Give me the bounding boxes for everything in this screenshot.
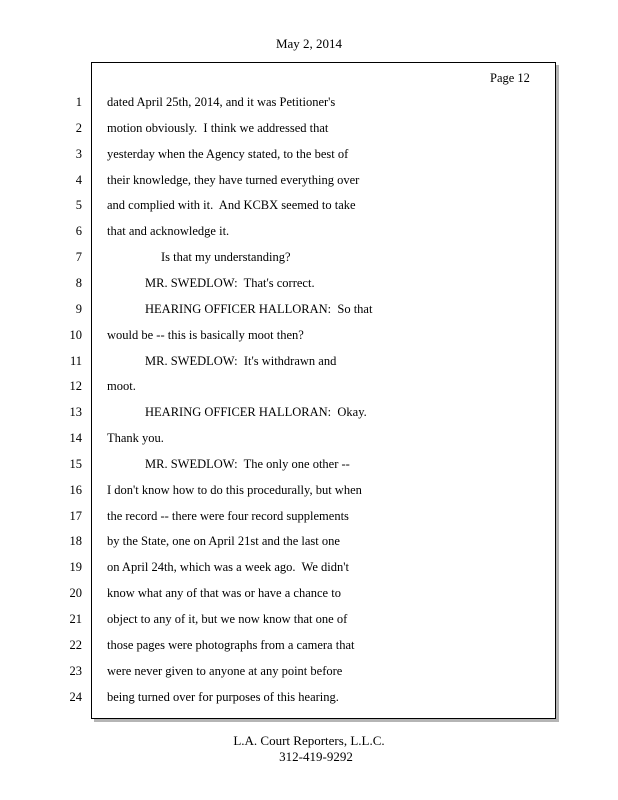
- line-number: 9: [75, 301, 82, 316]
- line-text: HEARING OFFICER HALLORAN: Okay.: [145, 405, 367, 420]
- line-text: MR. SWEDLOW: It's withdrawn and: [145, 353, 337, 368]
- line-text: those pages were photographs from a camera that: [107, 637, 355, 652]
- transcript-date: May 2, 2014: [275, 36, 343, 51]
- line-number: 23: [69, 663, 82, 678]
- page-number: Page 12: [490, 71, 530, 85]
- line-text: motion obviously. I think we addressed that: [107, 120, 329, 135]
- line-number: 11: [69, 353, 82, 368]
- line-number: 2: [75, 120, 82, 135]
- line-number: 3: [75, 146, 82, 161]
- line-number: 12: [69, 379, 82, 394]
- line-number: 24: [69, 689, 82, 704]
- line-number: 5: [75, 198, 82, 213]
- line-text: know what any of that was or have a chance to: [107, 586, 341, 601]
- line-number: 8: [75, 275, 82, 290]
- line-number: 18: [69, 534, 82, 549]
- line-number: 16: [69, 482, 82, 497]
- line-number: 21: [69, 612, 82, 626]
- line-text: MR. SWEDLOW: The only one other --: [145, 456, 350, 471]
- court-reporter-company: L.A. Court Reporters, L.L.C.: [233, 733, 385, 748]
- line-number: 6: [75, 224, 82, 239]
- line-number: 20: [69, 586, 82, 601]
- line-text: moot.: [107, 379, 136, 394]
- line-text: on April 24th, which was a week ago. We didn't: [107, 560, 349, 575]
- line-text: Is that my understanding?: [161, 250, 291, 265]
- line-text: that and acknowledge it.: [107, 224, 230, 239]
- court-reporter-phone: 312-419-9292: [279, 749, 353, 764]
- line-number: 17: [69, 508, 82, 523]
- line-text: their knowledge, they have turned everything over: [107, 172, 360, 187]
- line-text: dated April 25th, 2014, and it was Petitioner's: [107, 95, 336, 109]
- line-text: were never given to anyone at any point before: [107, 663, 343, 678]
- line-text: being turned over for purposes of this hearing.: [107, 689, 339, 704]
- line-text: MR. SWEDLOW: That's correct.: [145, 275, 315, 290]
- line-number: 14: [69, 431, 82, 446]
- line-number: 7: [75, 250, 82, 265]
- line-number: 4: [75, 172, 82, 187]
- line-text: Thank you.: [107, 431, 164, 446]
- line-number: 22: [69, 637, 82, 652]
- line-text: HEARING OFFICER HALLORAN: So that: [145, 301, 373, 316]
- line-text: would be -- this is basically moot then?: [107, 327, 304, 342]
- line-number: 19: [69, 560, 82, 575]
- line-number: 15: [69, 456, 82, 471]
- line-number: 13: [69, 405, 82, 420]
- line-text: by the State, one on April 21st and the last one: [107, 534, 340, 549]
- line-text: and complied with it. And KCBX seemed to take: [107, 198, 356, 213]
- line-number: 1: [75, 95, 82, 109]
- line-text: I don't know how to do this procedurally, but when: [107, 482, 362, 497]
- line-text: yesterday when the Agency stated, to the best of: [107, 146, 349, 161]
- line-text: object to any of it, but we now know that one of: [107, 612, 348, 626]
- line-text: the record -- there were four record supplements: [107, 508, 349, 523]
- line-number: 10: [69, 327, 82, 342]
